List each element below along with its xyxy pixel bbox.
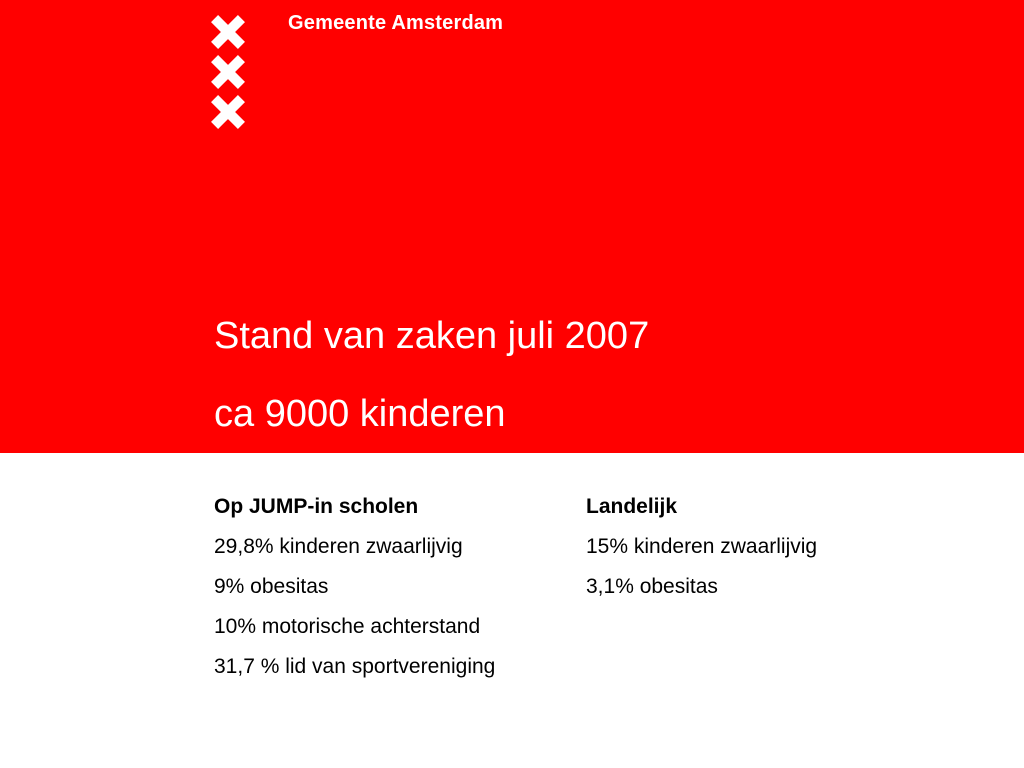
jump-in-heading: Op JUMP-in scholen [214,495,419,518]
jump-in-schools-column [214,487,574,687]
list-item: 9% obesitas [214,575,329,598]
list-item: 15% kinderen zwaarlijvig [586,535,818,558]
list-item: 3,1% obesitas [586,575,718,598]
list-item: 29,8% kinderen zwaarlijvig [214,535,463,558]
list-item: 31,7 % lid van sportvereniging [214,655,496,678]
national-column [586,487,986,607]
amsterdam-crosses-icon [210,14,246,132]
organization-name: Gemeente Amsterdam [288,12,504,34]
national-heading: Landelijk [586,495,678,518]
slide-title: Stand van zaken juli 2007 [214,315,650,357]
slide-subtitle: ca 9000 kinderen [214,393,506,435]
list-item: 10% motorische achterstand [214,615,481,638]
